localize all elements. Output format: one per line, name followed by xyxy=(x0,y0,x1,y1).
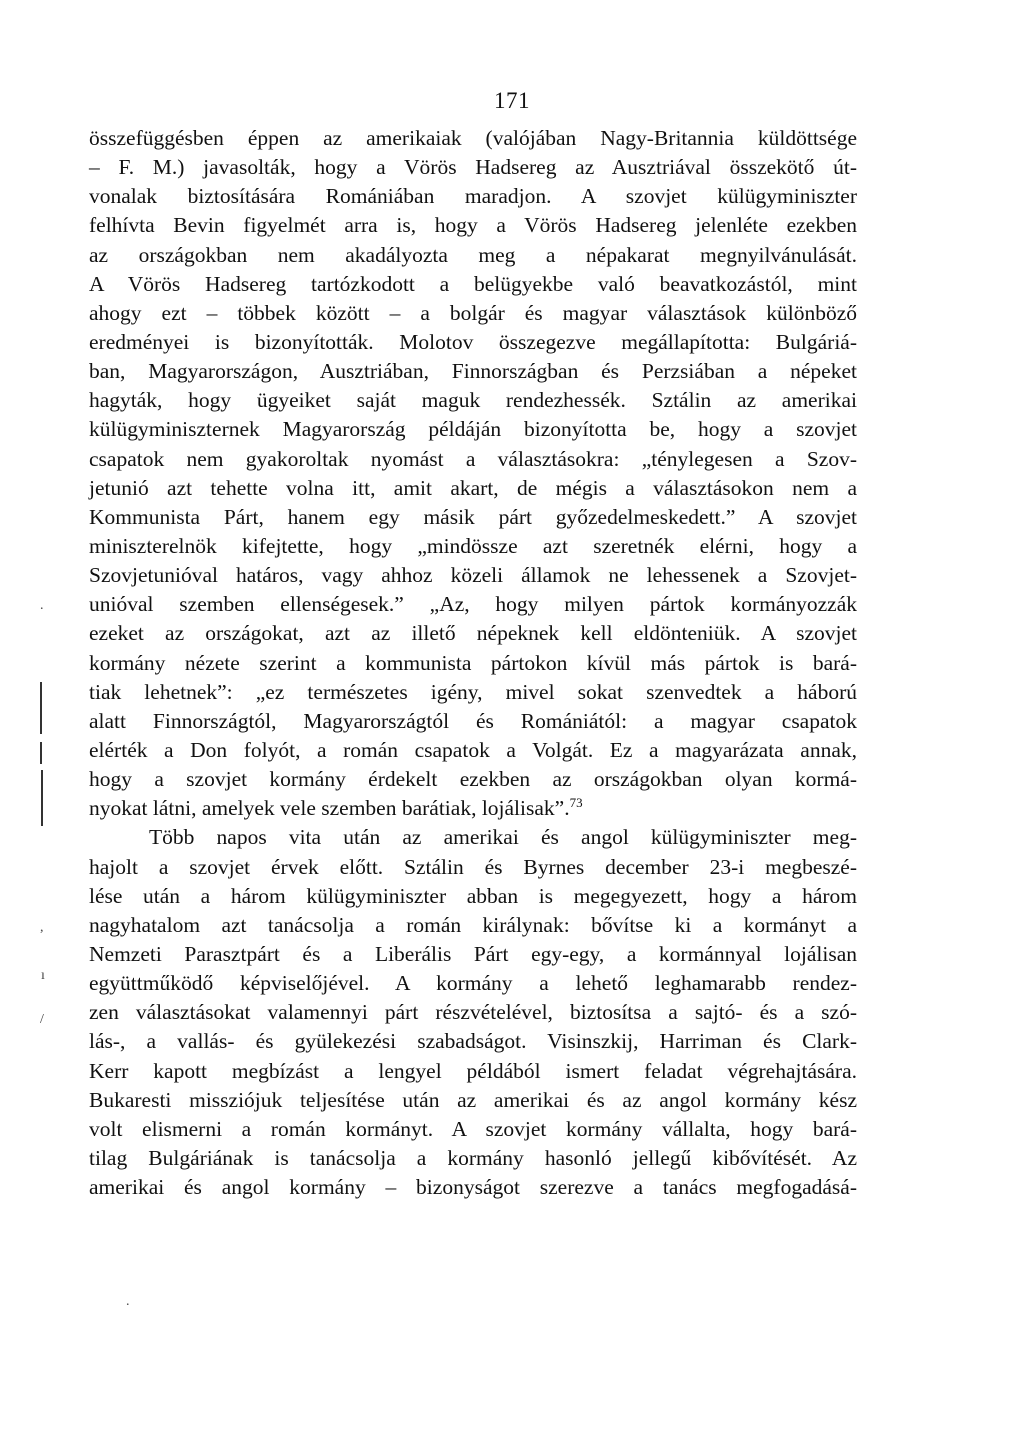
text-line xyxy=(89,241,857,270)
text-line xyxy=(89,503,857,532)
text-line xyxy=(89,182,857,211)
margin-mark xyxy=(41,770,43,826)
text-line-content: hajolt a szovjet érvek előtt. Sztálin és Byrnes december 23-i megbeszé- xyxy=(89,854,857,879)
text-line xyxy=(89,1086,857,1115)
text-line-content: tiak lehetnek”: „ez természetes igény, mivel sokat szenvedtek a háború xyxy=(89,679,857,704)
text-line xyxy=(89,561,857,590)
text-line xyxy=(89,474,857,503)
text-line xyxy=(89,998,857,1027)
margin-mark: ı xyxy=(41,968,45,983)
page-number: 171 xyxy=(494,88,530,113)
text-line xyxy=(89,445,857,474)
text-line xyxy=(89,823,857,852)
text-line-content: miniszterelnök kifejtette, hogy „mindössze azt szeretnék elérni, hogy a xyxy=(89,533,857,558)
text-line-content: az országokban nem akadályozta meg a népakarat megnyilvánulását. xyxy=(89,242,857,267)
body-text xyxy=(89,124,857,1202)
text-line-content: felhívta Bevin figyelmét arra is, hogy a Vörös Hadsereg jelenléte ezekben xyxy=(89,213,857,238)
text-line xyxy=(89,649,857,678)
text-line xyxy=(89,736,857,765)
text-line xyxy=(89,707,857,736)
text-line xyxy=(89,794,857,823)
text-line-content: hogy a szovjet kormány érdekelt ezekben az országokban olyan kormá- xyxy=(89,767,857,792)
text-line xyxy=(89,1115,857,1144)
margin-mark: / xyxy=(40,1012,44,1027)
text-line-content: eredményei is bizonyították. Molotov összegezve megállapította: Bulgáriá- xyxy=(89,329,857,354)
text-line xyxy=(89,853,857,882)
text-line xyxy=(89,270,857,299)
text-line xyxy=(89,619,857,648)
text-line-content: együttműködő képviselőjével. A kormány a lehető leghamarabb rendez- xyxy=(89,971,857,996)
text-line-content: hagyták, hogy ügyeiket saját maguk rendezhessék. Sztálin az amerikai xyxy=(89,388,857,413)
text-line xyxy=(89,911,857,940)
text-line-content: vonalak biztosítására Romániában maradjon. A szovjet külügyminiszter xyxy=(89,184,857,209)
text-line xyxy=(89,765,857,794)
text-line-content: külügyminiszternek Magyarország példáján bizonyította be, hogy a szovjet xyxy=(89,417,857,442)
footnote-marker: 73 xyxy=(569,795,583,811)
text-line-content: A Vörös Hadsereg tartózkodott a belügyekbe való beavatkozástól, mint xyxy=(89,271,857,296)
text-line-content: lése után a három külügyminiszter abban is megegyezett, hogy a három xyxy=(89,883,857,908)
text-line-content: – F. M.) javasolták, hogy a Vörös Hadsereg az Ausztriával összekötő út- xyxy=(89,155,857,180)
text-line-content: csapatok nem gyakoroltak nyomást a választásokra: „ténylegesen a Szov- xyxy=(89,446,857,471)
text-line xyxy=(89,415,857,444)
text-line xyxy=(89,386,857,415)
text-line xyxy=(89,1027,857,1056)
text-line xyxy=(89,882,857,911)
text-line-content: kormány nézete szerint a kommunista pártokon kívül más pártok is bará- xyxy=(89,650,857,675)
text-line-content: zen választásokat valamennyi párt részvételével, biztosítsa a sajtó- és a szó- xyxy=(89,1000,857,1025)
text-line xyxy=(89,357,857,386)
text-line-content: összefüggésben éppen az amerikaiak (valójában Nagy-Britannia küldöttsége xyxy=(89,126,857,150)
text-line-content: lás-, a vallás- és gyülekezési szabadságot. Visinszkij, Harriman és Clark- xyxy=(89,1029,857,1054)
text-line xyxy=(89,299,857,328)
text-line-content: elérték a Don folyót, a román csapatok a Volgát. Ez a magyarázata annak, xyxy=(89,737,857,762)
text-line xyxy=(89,1144,857,1173)
text-line-content: Több napos vita után az amerikai és angol külügyminiszter meg- xyxy=(149,825,857,850)
text-line-content: alatt Finnországtól, Magyarországtól és Romániától: a magyar csapatok xyxy=(89,708,857,733)
text-line-content: Szovjetunióval határos, vagy ahhoz közeli államok ne lehessenek a Szovjet- xyxy=(89,563,857,588)
margin-mark: . xyxy=(126,1294,130,1309)
text-line-content: nagyhatalom azt tanácsolja a román királynak: bővítse ki a kormányt a xyxy=(89,912,857,937)
text-line-content: ezeket az országokat, azt az illető népeknek kell eldönteniük. A szovjet xyxy=(89,621,857,646)
text-line xyxy=(89,1173,857,1202)
text-line-content: jetunió azt tehette volna itt, amit akart, de mégis a választásokon nem a xyxy=(89,475,857,500)
text-line xyxy=(89,590,857,619)
text-line-content: volt elismerni a román kormányt. A szovjet kormány vállalta, hogy bará- xyxy=(89,1116,857,1141)
margin-mark: , xyxy=(40,920,44,935)
text-line xyxy=(89,969,857,998)
text-line-content: Bukaresti missziójuk teljesítése után az amerikai és az angol kormány kész xyxy=(89,1087,857,1112)
text-line-content: tilag Bulgáriának is tanácsolja a kormány hasonló jellegű kibővítését. Az xyxy=(89,1145,857,1170)
text-line-content: Kerr kapott megbízást a lengyel példából ismert feladat végrehajtására. xyxy=(89,1058,857,1083)
margin-mark xyxy=(40,682,42,734)
text-line-content: Kommunista Párt, hanem egy másik párt győzedelmeskedett.” A szovjet xyxy=(89,504,857,529)
text-line xyxy=(89,532,857,561)
text-line xyxy=(89,940,857,969)
text-line xyxy=(89,153,857,182)
text-line-content: Nemzeti Parasztpárt és a Liberális Párt egy-egy, a kormánnyal lojálisan xyxy=(89,941,857,966)
text-line xyxy=(89,1057,857,1086)
text-line xyxy=(89,124,857,153)
text-line-content: nyokat látni, amelyek vele szemben barátiak, lojálisak”. xyxy=(89,796,570,821)
text-line xyxy=(89,328,857,357)
text-line-content: ahogy ezt – többek között – a bolgár és magyar választások különböző xyxy=(89,300,857,325)
margin-mark xyxy=(40,742,42,764)
text-line-content: unióval szemben ellenségesek.” „Az, hogy milyen pártok kormányozzák xyxy=(89,592,857,617)
text-line xyxy=(89,211,857,240)
text-line xyxy=(89,678,857,707)
text-line-content: ban, Magyarországon, Ausztriában, Finnországban és Perzsiában a népeket xyxy=(89,359,857,384)
margin-mark: . xyxy=(40,598,44,613)
text-line-content: amerikai és angol kormány – bizonyságot szerezve a tanács megfogadásá- xyxy=(89,1175,857,1200)
